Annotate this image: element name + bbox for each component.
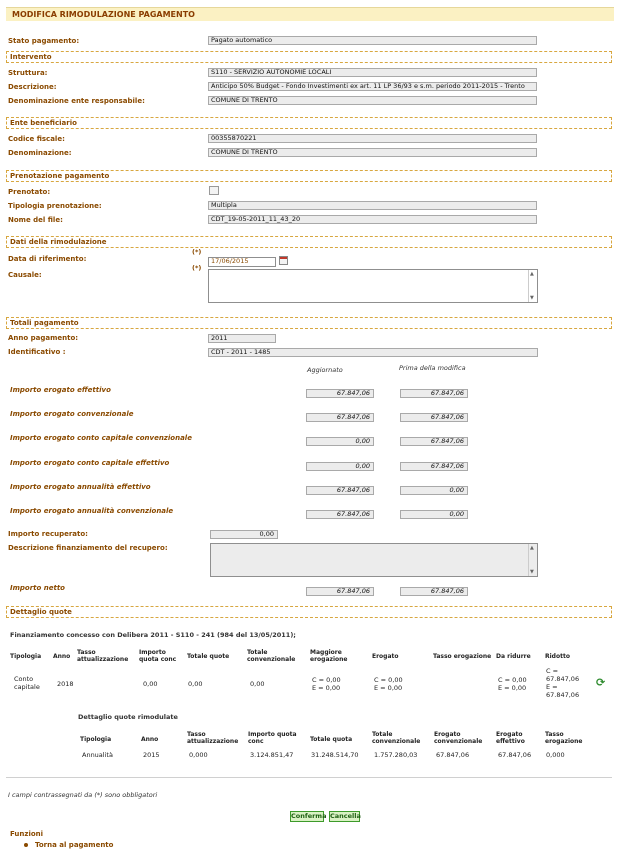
nome-file-field: CDT_19-05-2011_11_43_20 xyxy=(208,215,537,224)
sub-th-erogato-effettivo: Erogato effettivo xyxy=(496,731,525,745)
descrizione-finanziamento-label: Descrizione finanziamento del recupero: xyxy=(8,544,168,552)
anno-pagamento-label: Anno pagamento: xyxy=(8,334,79,342)
importo-ann-convenzionale-label: Importo erogato annualità convenzionale xyxy=(10,507,174,515)
td-erogato-c: C = 0,00 xyxy=(374,676,403,684)
cancella-button[interactable]: Cancella xyxy=(330,812,361,820)
denominazione-label: Denominazione: xyxy=(8,149,72,157)
importo-cc-effettivo-agg: 0,00 xyxy=(306,462,374,471)
sub-th-totale-convenzionale: Totale convenzionale xyxy=(372,731,421,745)
stato-label: Stato pagamento: xyxy=(8,37,80,45)
prenotato-label: Prenotato: xyxy=(8,188,51,196)
td-ridotto-e-value: 67.847,06 xyxy=(546,691,580,699)
page-title-bar xyxy=(6,7,614,21)
divider xyxy=(6,777,612,778)
td-ridotto-c-value: 67.847,06 xyxy=(546,675,580,683)
td-erogato-e: E = 0,00 xyxy=(374,684,403,692)
importo-erogato-convenzionale-prima: 67.847,06 xyxy=(400,413,468,422)
stato-field: Pagato automatico xyxy=(208,36,537,45)
page-title: MODIFICA RIMODULAZIONE PAGAMENTO xyxy=(12,10,195,19)
causale-scrollbar[interactable]: ▲ ▼ xyxy=(528,270,537,302)
sub-th-erogato-convenzionale: Erogato convenzionale xyxy=(434,731,483,745)
th-da-ridurre: Da ridurre xyxy=(496,653,531,660)
funzioni-heading: Funzioni xyxy=(10,830,44,838)
sub-th-tasso: Tasso attualizzazione xyxy=(187,731,239,745)
calendar-icon[interactable] xyxy=(279,256,288,265)
nome-file-label: Nome del file: xyxy=(8,216,63,224)
tipologia-prenotazione-label: Tipologia prenotazione: xyxy=(8,202,102,210)
section-ente-beneficiario: Ente beneficiario xyxy=(6,117,612,129)
importo-netto-agg: 67.847,06 xyxy=(306,587,374,596)
descrizione-finanziamento-scrollbar[interactable]: ▲ ▼ xyxy=(528,544,537,576)
importo-ann-convenzionale-prima: 0,00 xyxy=(400,510,468,519)
sub-th-tasso-erogazione: Tasso erogazione xyxy=(545,731,583,745)
th-totale-quote: Totale quote xyxy=(187,653,230,660)
sub-th-anno: Anno xyxy=(141,736,159,743)
struttura-label: Struttura: xyxy=(8,69,48,77)
ente-responsabile-label: Denominazione ente responsabile: xyxy=(8,97,145,105)
td-totale: 0,00 xyxy=(188,680,203,688)
sub-td-tasso: 0,000 xyxy=(189,751,208,759)
sub-th-totale-quota: Totale quota xyxy=(310,736,353,743)
th-erogato: Erogato xyxy=(372,653,399,660)
refresh-icon[interactable]: ⟳ xyxy=(596,676,606,689)
td-maggiore-e: E = 0,00 xyxy=(312,684,341,692)
importo-erogato-convenzionale-label: Importo erogato convenzionale xyxy=(10,410,134,418)
importo-netto-label: Importo netto xyxy=(10,584,65,592)
th-totale-convenzionale: Totale convenzionale xyxy=(247,649,296,663)
sub-td-tasso-erogazione: 0,000 xyxy=(546,751,565,759)
importo-cc-convenzionale-agg: 0,00 xyxy=(306,437,374,446)
section-intervento: Intervento xyxy=(6,51,612,63)
section-totali: Totali pagamento xyxy=(6,317,612,329)
tipologia-prenotazione-field: Multipla xyxy=(208,201,537,210)
sub-title: Dettaglio quote rimodulate xyxy=(78,713,178,721)
importo-cc-convenzionale-prima: 67.847,06 xyxy=(400,437,468,446)
td-ridotto-c: C = xyxy=(546,667,559,675)
data-riferimento-label: Data di riferimento: xyxy=(8,255,87,263)
sub-td-totale-quota: 31.248.514,70 xyxy=(311,751,359,759)
denominazione-field: COMUNE DI TRENTO xyxy=(208,148,537,157)
td-ridurre-e: E = 0,00 xyxy=(498,684,527,692)
td-ridurre-c: C = 0,00 xyxy=(498,676,527,684)
importo-recuperato-field: 0,00 xyxy=(210,530,278,539)
descrizione-field: Anticipo 50% Budget - Fondo Investimenti ex art. 11 LP 36/93 e s.m. periodo 2011-2015 - Trento xyxy=(208,82,537,91)
importo-erogato-effettivo-prima: 67.847,06 xyxy=(400,389,468,398)
importo-erogato-convenzionale-agg: 67.847,06 xyxy=(306,413,374,422)
prenotato-checkbox[interactable] xyxy=(209,186,219,195)
importo-recuperato-label: Importo recuperato: xyxy=(8,530,88,538)
th-maggiore-erogazione: Maggiore erogazione xyxy=(310,649,348,663)
th-tasso: Tasso attualizzazione xyxy=(77,649,129,663)
identificativo-field: CDT - 2011 - 1485 xyxy=(208,348,538,357)
sub-td-erogato-effettivo: 67.847,06 xyxy=(498,751,532,759)
th-ridotto: Ridotto xyxy=(545,653,570,660)
importo-netto-prima: 67.847,06 xyxy=(400,587,468,596)
th-tipologia: Tipologia xyxy=(10,653,42,660)
required-note: I campi contrassegnati da (*) sono obbligatori xyxy=(8,791,158,799)
struttura-field: S110 - SERVIZIO AUTONOMIE LOCALI xyxy=(208,68,537,77)
col-aggiornato: Aggiornato xyxy=(307,366,343,374)
td-anno: 2018 xyxy=(57,680,74,688)
td-maggiore-c: C = 0,00 xyxy=(312,676,341,684)
delibera-text: Finanziamento concesso con Delibera 2011 - S110 - 241 (984 del 13/05/2011); xyxy=(10,631,296,639)
importo-erogato-effettivo-label: Importo erogato effettivo xyxy=(10,386,111,394)
importo-cc-effettivo-label: Importo erogato conto capitale effettivo xyxy=(10,459,170,467)
importo-ann-convenzionale-agg: 67.847,06 xyxy=(306,510,374,519)
torna-pagamento-link[interactable]: Torna al pagamento xyxy=(35,841,114,849)
ente-responsabile-field: COMUNE DI TRENTO xyxy=(208,96,537,105)
required-marker: (*) xyxy=(192,248,202,256)
importo-cc-effettivo-prima: 67.847,06 xyxy=(400,462,468,471)
th-tasso-erogazione: Tasso erogazione xyxy=(433,653,492,660)
th-importo-quota: Importo quota conc xyxy=(139,649,177,663)
sub-td-anno: 2015 xyxy=(143,751,160,759)
td-ridotto-e: E = xyxy=(546,683,558,691)
sub-td-totale-convenzionale: 1.757.280,03 xyxy=(374,751,418,759)
sub-td-importo: 3.124.851,47 xyxy=(250,751,294,759)
col-prima-modifica: Prima della modifica xyxy=(399,364,466,372)
td-totconv: 0,00 xyxy=(250,680,265,688)
sub-td-erogato-convenzionale: 67.847,06 xyxy=(436,751,470,759)
codice-fiscale-field: 00355870221 xyxy=(208,134,537,143)
importo-ann-effettivo-label: Importo erogato annualità effettivo xyxy=(10,483,151,491)
section-prenotazione: Prenotazione pagamento xyxy=(6,170,612,182)
required-marker-causale: (*) xyxy=(192,264,202,272)
importo-ann-effettivo-prima: 0,00 xyxy=(400,486,468,495)
td-importo: 0,00 xyxy=(143,680,158,688)
bullet-icon xyxy=(24,843,28,847)
importo-cc-convenzionale-label: Importo erogato conto capitale convenzionale xyxy=(10,434,192,442)
anno-pagamento-field: 2011 xyxy=(208,334,276,343)
section-rimodulazione: Dati della rimodulazione xyxy=(6,236,612,248)
sub-th-tipologia: Tipologia xyxy=(80,736,112,743)
importo-erogato-effettivo-agg: 67.847,06 xyxy=(306,389,374,398)
causale-textarea[interactable] xyxy=(208,269,538,303)
data-riferimento-input[interactable]: 17/06/2015 xyxy=(208,257,276,267)
conferma-button[interactable]: Conferma xyxy=(291,812,327,820)
section-dettaglio-quote: Dettaglio quote xyxy=(6,606,612,618)
sub-th-importo-quota: Importo quota conc xyxy=(248,731,297,745)
causale-label: Causale: xyxy=(8,271,42,279)
identificativo-label: Identificativo : xyxy=(8,348,66,356)
codice-fiscale-label: Codice fiscale: xyxy=(8,135,65,143)
td-tipologia: Conto capitale xyxy=(14,675,40,691)
th-anno: Anno xyxy=(53,653,71,660)
descrizione-finanziamento-textarea[interactable] xyxy=(210,543,538,577)
descrizione-label: Descrizione: xyxy=(8,83,57,91)
importo-ann-effettivo-agg: 67.847,06 xyxy=(306,486,374,495)
sub-td-tipologia: Annualità xyxy=(82,751,113,759)
